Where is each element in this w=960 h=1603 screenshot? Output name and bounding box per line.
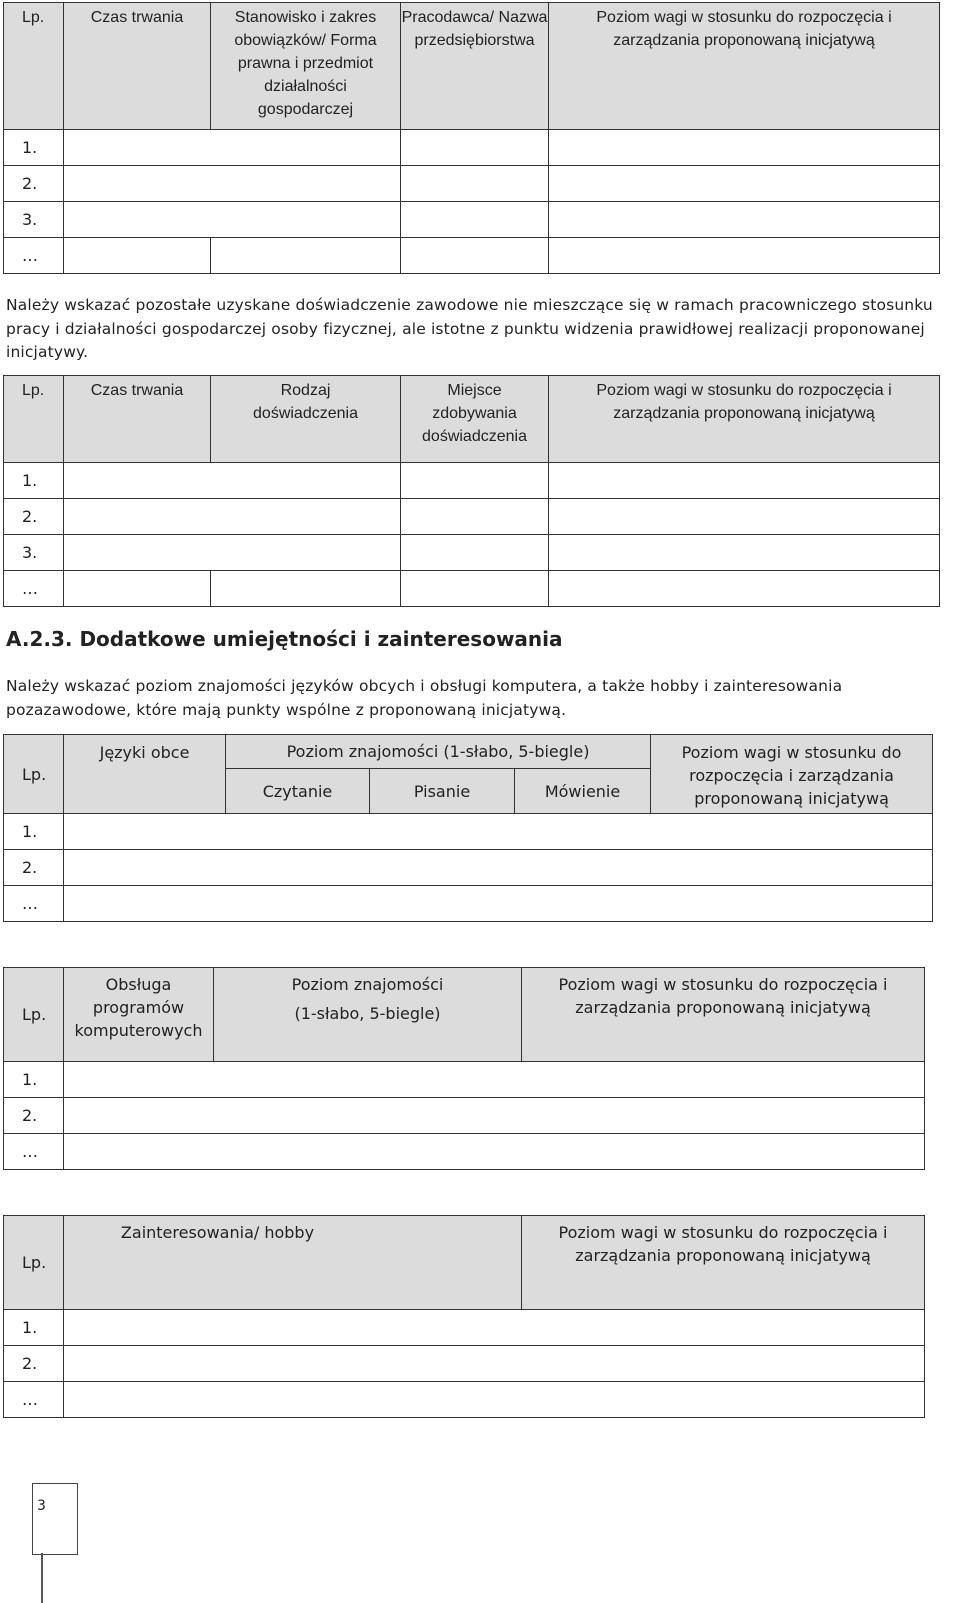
row-label: 2.	[4, 166, 64, 202]
table-cell[interactable]	[370, 814, 515, 850]
header-speaking: Mówienie	[515, 769, 651, 814]
table-cell[interactable]	[211, 166, 401, 202]
row-label: …	[4, 238, 64, 274]
row-label: 1.	[4, 1310, 64, 1346]
row-label: …	[4, 1382, 64, 1418]
section-heading: A.2.3. Dodatkowe umiejętności i zainteresowania	[6, 627, 563, 651]
languages-table	[3, 734, 933, 922]
table-cell[interactable]	[214, 1098, 371, 1134]
table-cell[interactable]	[211, 238, 401, 274]
table-cell[interactable]	[522, 1382, 925, 1418]
header-experience-place: Miejsce zdobywania doświadczenia	[401, 376, 549, 463]
table-cell[interactable]	[64, 130, 211, 166]
header-level	[214, 968, 522, 1062]
header-writing: Pisanie	[370, 769, 515, 814]
table-cell[interactable]	[64, 1062, 214, 1098]
header-level: Poziom znajomości (1-słabo, 5-biegle)	[226, 735, 651, 769]
table-cell[interactable]	[549, 571, 940, 607]
header-duration: Czas trwania	[64, 3, 211, 130]
table-cell[interactable]	[211, 535, 401, 571]
table-cell[interactable]	[214, 1062, 371, 1098]
table-cell[interactable]	[64, 1346, 522, 1382]
header-position: Stanowisko i zakres obowiązków/ Forma prawna i przedmiot działalności gospodarczej	[211, 3, 401, 130]
page-number: 3	[37, 1498, 46, 1514]
table-cell[interactable]	[401, 463, 549, 499]
table-cell[interactable]	[401, 202, 549, 238]
row-label: …	[4, 571, 64, 607]
header-languages: Języki obce	[64, 735, 226, 814]
table-cell[interactable]	[64, 886, 226, 922]
header-lp: Lp.	[4, 968, 64, 1062]
table-cell[interactable]	[64, 1310, 522, 1346]
table-cell[interactable]	[522, 1346, 925, 1382]
table-cell[interactable]	[226, 886, 370, 922]
table-cell[interactable]	[401, 571, 549, 607]
row-label: 3.	[4, 202, 64, 238]
paragraph-other-experience: Należy wskazać pozostałe uzyskane doświadczenie zawodowe nie mieszczące się w ramach pracowniczego stosunku pracy i działalności gospodarczej osoby fizycznej, ale istotne z punktu widzenia prawidłowej realizacji proponowanej inicjatywy.	[6, 296, 933, 361]
table-cell[interactable]	[522, 1134, 925, 1170]
row-label: 1.	[4, 1062, 64, 1098]
table-cell[interactable]	[64, 202, 211, 238]
other-experience-table	[3, 375, 940, 607]
header-weight: Poziom wagi w stosunku do rozpoczęcia i zarządzania proponowaną inicjatywą	[522, 1216, 925, 1310]
row-label: 2.	[4, 499, 64, 535]
table-cell[interactable]	[371, 1062, 522, 1098]
table-cell[interactable]	[64, 850, 226, 886]
table-cell[interactable]	[64, 814, 226, 850]
table-cell[interactable]	[401, 130, 549, 166]
header-lp: Lp.	[4, 3, 64, 130]
table-cell[interactable]	[401, 166, 549, 202]
table-cell[interactable]	[211, 571, 401, 607]
row-label: 2.	[4, 1098, 64, 1134]
table-cell[interactable]	[515, 850, 651, 886]
table-cell[interactable]	[211, 499, 401, 535]
table-cell[interactable]	[549, 130, 940, 166]
table-cell[interactable]	[549, 499, 940, 535]
row-label: 2.	[4, 850, 64, 886]
table-cell[interactable]	[226, 814, 370, 850]
table-cell[interactable]	[64, 1134, 214, 1170]
row-label: 1.	[4, 463, 64, 499]
table-cell[interactable]	[549, 535, 940, 571]
table-cell[interactable]	[651, 814, 933, 850]
table-cell[interactable]	[522, 1098, 925, 1134]
experience-table	[3, 2, 940, 274]
table-cell[interactable]	[370, 850, 515, 886]
table-cell[interactable]	[64, 1382, 522, 1418]
header-employer: Pracodawca/ Nazwa przedsiębiorstwa	[401, 3, 549, 130]
table-cell[interactable]	[64, 571, 211, 607]
table-cell[interactable]	[64, 463, 211, 499]
table-cell[interactable]	[401, 499, 549, 535]
table-cell[interactable]	[515, 886, 651, 922]
header-lp: Lp.	[4, 1216, 64, 1310]
page-number-box	[32, 1483, 78, 1555]
hobby-table	[3, 1215, 925, 1418]
row-label: 3.	[4, 535, 64, 571]
table-cell[interactable]	[64, 499, 211, 535]
table-cell[interactable]	[522, 1062, 925, 1098]
header-weight: Poziom wagi w stosunku do rozpoczęcia i zarządzania proponowaną inicjatywą	[549, 376, 940, 463]
table-cell[interactable]	[549, 166, 940, 202]
table-cell[interactable]	[226, 850, 370, 886]
table-cell[interactable]	[211, 202, 401, 238]
header-weight: Poziom wagi w stosunku do rozpoczęcia i zarządzania proponowaną inicjatywą	[522, 968, 925, 1062]
page-number-line	[41, 1553, 43, 1603]
table-cell[interactable]	[371, 1098, 522, 1134]
table-cell[interactable]	[515, 814, 651, 850]
table-cell[interactable]	[64, 238, 211, 274]
row-label: …	[4, 886, 64, 922]
header-lp: Lp.	[4, 735, 64, 814]
table-cell[interactable]	[522, 1310, 925, 1346]
header-software: Obsługa programów komputerowych	[64, 968, 214, 1062]
table-cell[interactable]	[651, 850, 933, 886]
software-table	[3, 967, 925, 1170]
header-level-line1: Poziom znajomości	[291, 975, 444, 994]
table-cell[interactable]	[549, 202, 940, 238]
header-reading: Czytanie	[226, 769, 370, 814]
table-cell[interactable]	[214, 1134, 371, 1170]
header-hobby: Zainteresowania/ hobby	[64, 1216, 522, 1310]
table-cell[interactable]	[211, 463, 401, 499]
header-weight: Poziom wagi w stosunku do rozpoczęcia i zarządzania proponowaną inicjatywą	[651, 735, 933, 814]
table-cell[interactable]	[64, 1098, 214, 1134]
table-cell[interactable]	[64, 166, 211, 202]
table-cell[interactable]	[651, 886, 933, 922]
row-label: …	[4, 1134, 64, 1170]
header-experience-type: Rodzaj doświadczenia	[211, 376, 401, 463]
table-cell[interactable]	[371, 1134, 522, 1170]
row-label: 1.	[4, 130, 64, 166]
header-weight: Poziom wagi w stosunku do rozpoczęcia i zarządzania proponowaną inicjatywą	[549, 3, 940, 130]
paragraph-skills: Należy wskazać poziom znajomości języków obcych i obsługi komputera, a także hobby i zainteresowania pozazawodowe, które mają punkty wspólne z proponowaną inicjatywą.	[6, 677, 843, 719]
header-lp: Lp.	[4, 376, 64, 463]
table-cell[interactable]	[211, 130, 401, 166]
table-cell[interactable]	[401, 238, 549, 274]
table-cell[interactable]	[549, 238, 940, 274]
table-cell[interactable]	[370, 886, 515, 922]
header-duration: Czas trwania	[64, 376, 211, 463]
row-label: 1.	[4, 814, 64, 850]
table-cell[interactable]	[64, 535, 211, 571]
table-cell[interactable]	[401, 535, 549, 571]
row-label: 2.	[4, 1346, 64, 1382]
table-cell[interactable]	[549, 463, 940, 499]
header-level-line2: (1-słabo, 5-biegle)	[294, 1004, 441, 1023]
